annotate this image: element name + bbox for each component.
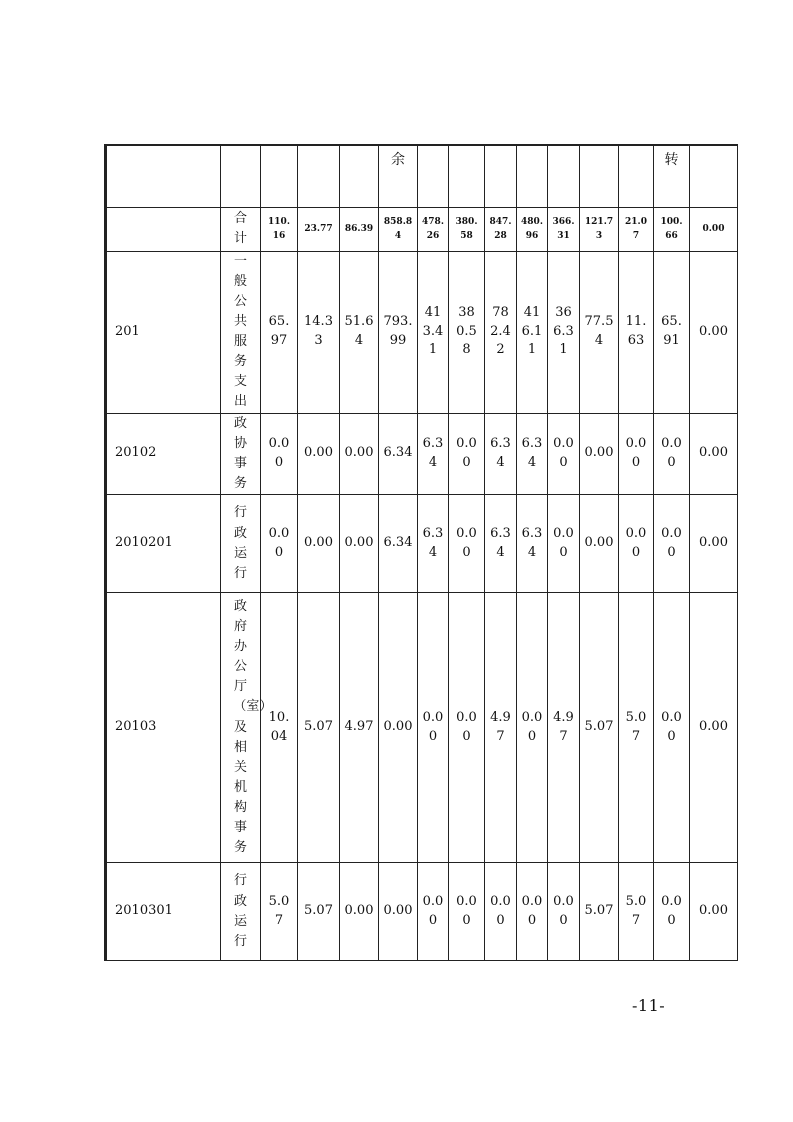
- value-text: 0.00: [521, 709, 543, 744]
- value-text: 0.00: [304, 535, 333, 551]
- value-text: 6.34: [383, 445, 413, 461]
- value-cell: [261, 251, 298, 413]
- table-row: [106, 593, 738, 863]
- value-text: 6.34: [422, 525, 444, 560]
- header-cell: [690, 145, 738, 207]
- value-cell: [619, 593, 654, 863]
- row-name: [221, 413, 261, 495]
- value-cell: [449, 207, 485, 251]
- value-cell: [379, 593, 418, 863]
- value-text: 23.77: [304, 223, 333, 234]
- value-cell: [340, 863, 379, 961]
- value-text: 0.00: [702, 223, 725, 234]
- value-cell: [485, 495, 517, 593]
- value-text: 0.00: [584, 445, 614, 461]
- value-text: 0.00: [456, 436, 477, 470]
- value-cell: [485, 207, 517, 251]
- value-cell: [298, 863, 340, 961]
- header-cell: [485, 145, 517, 207]
- value-text: 51.64: [344, 314, 374, 349]
- value-cell: [548, 863, 580, 961]
- value-text: 0.00: [456, 525, 477, 560]
- value-cell: [690, 251, 738, 413]
- value-cell: [485, 251, 517, 413]
- header-cell: [517, 145, 548, 207]
- value-cell: [654, 207, 690, 251]
- header-row: [106, 145, 738, 207]
- value-text: 0.00: [699, 535, 728, 551]
- value-text: 0.00: [625, 525, 647, 560]
- row-name-text: 行政运行: [233, 505, 247, 581]
- value-text: 0.00: [625, 436, 647, 470]
- value-cell: [298, 593, 340, 863]
- value-text: 793.99: [383, 314, 413, 349]
- value-text: 6.34: [490, 436, 511, 470]
- header-cell: [580, 145, 619, 207]
- value-cell: [449, 593, 485, 863]
- value-text: 21.07: [625, 216, 647, 241]
- value-cell: [298, 495, 340, 593]
- value-text: 86.39: [344, 223, 374, 234]
- value-text: 0.00: [661, 893, 682, 928]
- value-cell: [340, 207, 379, 251]
- value-cell: [654, 251, 690, 413]
- header-cell: [548, 145, 580, 207]
- value-text: 6.34: [521, 436, 543, 470]
- value-cell: [517, 251, 548, 413]
- header-cell: [418, 145, 449, 207]
- value-cell: [619, 495, 654, 593]
- table-row: [106, 495, 738, 593]
- table-row: [106, 251, 738, 413]
- value-text: 0.00: [344, 445, 374, 461]
- row-name-text: 政府办公厅（室）及相关机构事务: [233, 598, 273, 856]
- value-text: 413.41: [422, 304, 444, 358]
- row-code: 20103: [106, 593, 221, 863]
- value-cell: [580, 593, 619, 863]
- budget-table: [104, 144, 738, 961]
- value-cell: [418, 251, 449, 413]
- header-cell: [340, 145, 379, 207]
- value-text: 416.11: [521, 304, 543, 358]
- value-cell: [340, 593, 379, 863]
- value-text: 0.00: [422, 709, 444, 744]
- value-text: 0.00: [304, 445, 333, 461]
- header-cell: [261, 145, 298, 207]
- value-text: 5.07: [304, 719, 333, 735]
- header-cell: [106, 145, 221, 207]
- value-cell: [619, 863, 654, 961]
- value-cell: [690, 495, 738, 593]
- value-cell: [619, 251, 654, 413]
- value-cell: [298, 251, 340, 413]
- value-text: 77.54: [584, 314, 614, 349]
- value-cell: [485, 863, 517, 961]
- value-text: 0.00: [521, 893, 543, 928]
- value-text: 0.00: [268, 525, 290, 560]
- value-text: 0.00: [344, 903, 374, 919]
- value-cell: [654, 413, 690, 495]
- value-text: 4.97: [553, 709, 574, 744]
- table-row: [106, 413, 738, 495]
- value-cell: [298, 207, 340, 251]
- header-cell-remaining: 余: [379, 145, 418, 207]
- row-code: 2010201: [106, 495, 221, 593]
- value-text: 0.00: [344, 535, 374, 551]
- value-cell: [517, 593, 548, 863]
- value-cell: [379, 207, 418, 251]
- value-text: 480.96: [521, 216, 543, 241]
- value-text: 366.31: [552, 216, 575, 241]
- value-cell: [690, 207, 738, 251]
- row-name: [221, 863, 261, 961]
- row-code: 2010301: [106, 863, 221, 961]
- total-row: [106, 207, 738, 251]
- value-cell: [261, 593, 298, 863]
- value-cell: [517, 863, 548, 961]
- value-text: 14.33: [304, 314, 333, 349]
- header-cell: [449, 145, 485, 207]
- value-cell: [548, 207, 580, 251]
- value-text: 65.97: [268, 314, 290, 349]
- value-cell: [379, 413, 418, 495]
- value-text: 0.00: [268, 436, 290, 470]
- value-text: 5.07: [584, 903, 614, 919]
- value-cell: [580, 413, 619, 495]
- value-cell: [548, 413, 580, 495]
- value-cell: [548, 251, 580, 413]
- row-name: [221, 251, 261, 413]
- value-cell: [485, 593, 517, 863]
- value-cell: [548, 495, 580, 593]
- value-text: 0.00: [661, 436, 682, 470]
- value-text: 380.58: [456, 304, 477, 358]
- value-cell: [418, 495, 449, 593]
- row-name-text: 行政运行: [233, 873, 247, 949]
- value-text: 4.97: [490, 709, 511, 744]
- value-cell: [485, 413, 517, 495]
- value-text: 5.07: [304, 903, 333, 919]
- value-text: 0.00: [383, 903, 413, 919]
- row-code: [106, 207, 221, 251]
- value-text: 0.00: [699, 903, 728, 919]
- value-text: 5.07: [625, 893, 647, 928]
- value-text: 5.07: [584, 719, 614, 735]
- value-text: 0.00: [553, 893, 574, 928]
- table-row: [106, 863, 738, 961]
- value-text: 0.00: [456, 893, 477, 928]
- header-cell-transfer: 转: [654, 145, 690, 207]
- value-cell: [449, 863, 485, 961]
- value-text: 0.00: [553, 436, 574, 470]
- row-name-text: 合计: [233, 210, 247, 246]
- value-cell: [340, 495, 379, 593]
- value-text: 0.00: [553, 525, 574, 560]
- header-cell: [619, 145, 654, 207]
- value-text: 0.00: [699, 323, 728, 339]
- value-cell: [449, 251, 485, 413]
- value-text: 380.58: [455, 216, 478, 241]
- value-text: 6.34: [422, 436, 444, 470]
- value-cell: [517, 413, 548, 495]
- value-text: 0.00: [699, 719, 728, 735]
- page-number: -11-: [632, 996, 666, 1015]
- value-cell: [580, 251, 619, 413]
- value-text: 121.73: [584, 216, 614, 241]
- value-cell: [517, 207, 548, 251]
- value-text: 782.42: [490, 304, 511, 358]
- value-text: 10.04: [268, 709, 290, 744]
- value-text: 478.26: [422, 216, 444, 241]
- value-cell: [261, 413, 298, 495]
- value-text: 366.31: [553, 304, 574, 358]
- value-text: 6.34: [383, 535, 413, 551]
- value-cell: [379, 495, 418, 593]
- header-cell: [221, 145, 261, 207]
- value-text: 0.00: [584, 535, 614, 551]
- value-cell: [580, 863, 619, 961]
- value-text: 110.16: [268, 216, 290, 241]
- value-cell: [580, 207, 619, 251]
- value-text: 0.00: [661, 525, 682, 560]
- value-cell: [690, 413, 738, 495]
- value-cell: [690, 863, 738, 961]
- value-text: 100.66: [660, 216, 683, 241]
- header-cell: [298, 145, 340, 207]
- value-cell: [261, 495, 298, 593]
- row-code: 201: [106, 251, 221, 413]
- value-cell: [261, 207, 298, 251]
- row-name: [221, 207, 261, 251]
- value-cell: [654, 863, 690, 961]
- value-cell: [690, 593, 738, 863]
- value-text: 4.97: [344, 719, 374, 735]
- value-cell: [379, 251, 418, 413]
- row-code: 20102: [106, 413, 221, 495]
- value-cell: [654, 495, 690, 593]
- value-cell: [548, 593, 580, 863]
- value-cell: [261, 863, 298, 961]
- row-name: [221, 593, 273, 863]
- value-text: 0.00: [490, 893, 511, 928]
- value-cell: [418, 863, 449, 961]
- value-cell: [619, 413, 654, 495]
- value-text: 5.07: [268, 893, 290, 928]
- value-text: 0.00: [661, 709, 682, 744]
- value-cell: [449, 413, 485, 495]
- value-text: 6.34: [490, 525, 511, 560]
- value-cell: [298, 413, 340, 495]
- value-text: 65.91: [661, 314, 682, 349]
- value-text: 6.34: [521, 525, 543, 560]
- value-cell: [418, 593, 449, 863]
- value-text: 0.00: [456, 709, 477, 744]
- value-cell: [517, 495, 548, 593]
- value-cell: [379, 863, 418, 961]
- value-text: 0.00: [383, 719, 413, 735]
- value-cell: [580, 495, 619, 593]
- value-cell: [340, 413, 379, 495]
- value-text: 11.63: [625, 314, 647, 349]
- value-cell: [449, 495, 485, 593]
- value-text: 5.07: [625, 709, 647, 744]
- value-text: 858.84: [383, 216, 413, 241]
- value-text: 847.28: [489, 216, 512, 241]
- value-text: 0.00: [422, 893, 444, 928]
- row-name-text: 政协事务: [233, 415, 247, 492]
- value-text: 0.00: [699, 445, 728, 461]
- value-cell: [418, 207, 449, 251]
- value-cell: [619, 207, 654, 251]
- value-cell: [340, 251, 379, 413]
- value-cell: [418, 413, 449, 495]
- row-name: [221, 495, 261, 593]
- value-cell: [654, 593, 690, 863]
- row-name-text: 一般公共服务支出: [233, 253, 247, 410]
